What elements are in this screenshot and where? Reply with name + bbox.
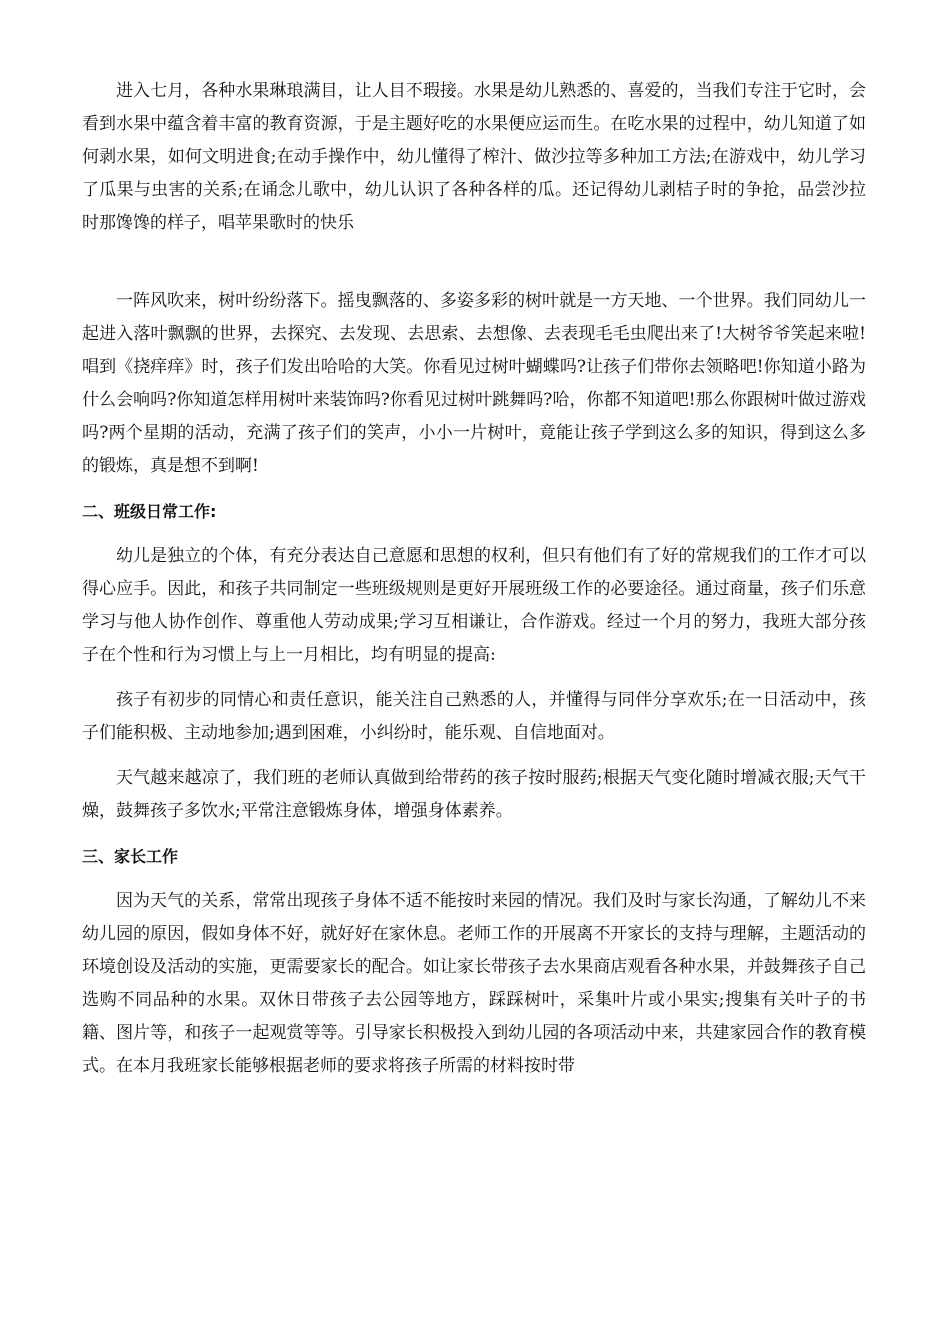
paragraph-parent-communication: 因为天气的关系，常常出现孩子身体不适不能按时来园的情况。我们及时与家长沟通，了解幼儿不来幼儿园的原因，假如身体不好，就好好在家休息。老师工作的开展离不开家长的支持与理解，主题活动的环境创设及活动的实施，更需要家长的配合。如让家长带孩子去水果商店观看各种水果，并鼓舞孩子自己选购不同品种的水果。双休日带孩子去公园等地方，踩踩树叶，采集叶片或小果实;搜集有关叶子的书籍、图片等，和孩子一起观赏等等。引导家长积极投入到幼儿园的各项活动中来，共建家园合作的教育模式。在本月我班家长能够根据老师的要求将孩子所需的材料按时带 bbox=[82, 891, 866, 1076]
paragraph-empathy: 孩子有初步的同情心和责任意识，能关注自己熟悉的人，并懂得与同伴分享欢乐;在一日活动中，孩子们能积极、主动地参加;遇到困难，小纠纷时，能乐观、自信地面对。 bbox=[82, 690, 866, 743]
paragraph-fruit-theme: 进入七月，各种水果琳琅满目，让人目不瑕接。水果是幼儿熟悉的、喜爱的，当我们专注于它时，会看到水果中蕴含着丰富的教育资源，于是主题好吃的水果便应运而生。在吃水果的过程中，幼儿知道了如何剥水果，如何文明进食;在动手操作中，幼儿懂得了榨汁、做沙拉等多种加工方法;在游戏中，幼儿学习了瓜果与虫害的关系;在诵念儿歌中，幼儿认识了各种各样的瓜。还记得幼儿剥桔子时的争抢，品尝沙拉时那馋馋的样子，唱苹果歌时的快乐 bbox=[82, 81, 866, 233]
paragraph-leaves-theme: 一阵风吹来，树叶纷纷落下。摇曳飘落的、多姿多彩的树叶就是一方天地、一个世界。我们同幼儿一起进入落叶飘飘的世界，去探究、去发现、去思索、去想像、去表现毛毛虫爬出来了!大树爷爷笑起来啦!唱到《挠痒痒》时，孩子们发出哈哈的大笑。你看见过树叶蝴蝶吗?让孩子们带你去领略吧!你知道小路为什么会响吗?你知道怎样用树叶来装饰吗?你看见过树叶跳舞吗?哈，你都不知道吧!那么你跟树叶做过游戏吗?两个星期的活动，充满了孩子们的笑声，小小一片树叶，竟能让孩子学到这么多的知识，得到这么多的锻炼，真是想不到啊! bbox=[82, 291, 866, 476]
section-heading-class-work: 二、班级日常工作: bbox=[82, 502, 217, 521]
paragraph-class-rules: 幼儿是独立的个体，有充分表达自己意愿和思想的权利，但只有他们有了好的常规我们的工作才可以得心应手。因此，和孩子共同制定一些班级规则是更好开展班级工作的必要途径。通过商量，孩子们乐意学习与他人协作创作、尊重他人劳动成果;学习互相谦让，合作游戏。经过一个月的努力，我班大部分孩子在个性和行为习惯上与上一月相比，均有明显的提高: bbox=[82, 546, 866, 665]
section-heading-parent-work: 三、家长工作 bbox=[82, 847, 179, 866]
paragraph-health-care: 天气越来越凉了，我们班的老师认真做到给带药的孩子按时服药;根据天气变化随时增减衣服;天气干燥，鼓舞孩子多饮水;平常注意锻炼身体，增强身体素养。 bbox=[82, 768, 866, 821]
